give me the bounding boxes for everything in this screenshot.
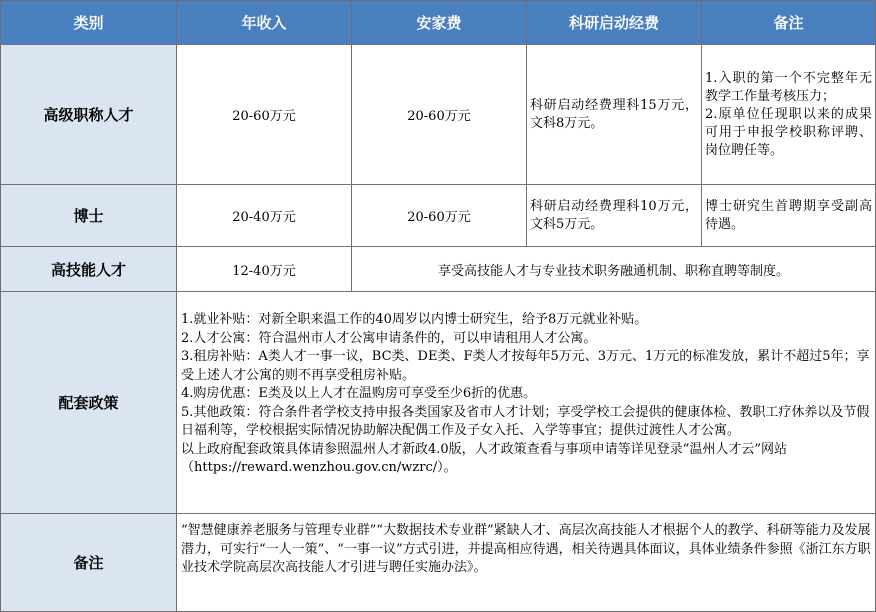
policy-item: 2.人才公寓：符合温州市人才公寓申请条件的，可以申请租用人才公寓。 <box>181 330 597 346</box>
row-notes <box>702 45 876 185</box>
row-notes <box>702 185 876 247</box>
row-category: 高级职称人才 <box>0 45 177 185</box>
row-research <box>527 45 702 185</box>
remark-label: 备注 <box>0 514 177 612</box>
row-category: 博士 <box>0 185 177 247</box>
policy-footnote: 以上政府配套政策具体请参照温州人才新政4.0版，人才政策查看与事项申请等详见登录“温州人才云”网站（https://reward.wenzhou.gov.cn/wzrc/）。 <box>181 441 787 475</box>
policy-item: 1.就业补贴：对新全职来温工作的40周岁以内博士研究生，给予8万元就业补贴。 <box>181 312 648 327</box>
note-item: 博士研究生首聘期享受副高待遇。 <box>705 198 872 232</box>
research-text: 科研启动经费理科15万元，文科8万元。 <box>530 97 698 131</box>
note-item: 2.原单位任现职以来的成果可用于申报学校职称评聘、岗位聘任等。 <box>705 106 872 158</box>
row-research <box>527 185 702 247</box>
header-notes: 备注 <box>702 0 876 45</box>
policy-item: 3.租房补贴：A类人才一事一议，BC类、DE类、F类人才按每年5万元、3万元、1万元的标准发放，累计不超过5年；享受上述人才公寓的则不再享受租房补贴。 <box>181 349 870 383</box>
policy-item: 4.购房优惠：E类及以上人才在温购房可享受至少6折的优惠。 <box>181 386 537 401</box>
row-category: 高技能人才 <box>0 247 177 292</box>
remark-text <box>177 514 876 612</box>
remark-paragraph: “智慧健康养老服务与管理专业群”“大数据技术专业群”紧缺人才、高层次高技能人才根据个人的教学、科研等能力及发展潜力，可实行“一人一策”、“一事一议”方式引进，并提高相应待遇，相关待遇具体面议，具体业绩条件参照《浙江东方职业技术学院高层次高技能人才引进与聘任实施办法》。 <box>181 523 871 575</box>
row-income: 20-60万元 <box>177 45 352 185</box>
note-item: 1.入职的第一个不完整年无教学工作量考核压力； <box>705 70 872 104</box>
policy-text <box>177 292 876 514</box>
policy-item: 5.其他政策：符合条件者学校支持申报各类国家及省市人才计划；享受学校工会提供的健康体检、教职工疗休养以及节假日福利等，学校根据实际情况协助解决配偶工作及子女入托、入学等事宜；提供过渡性人才公寓。 <box>181 404 870 438</box>
row-income: 12-40万元 <box>177 247 352 292</box>
row-income: 20-40万元 <box>177 185 352 247</box>
header-settle: 安家费 <box>352 0 527 45</box>
header-research: 科研启动经费 <box>527 0 702 45</box>
header-category: 类别 <box>0 0 177 45</box>
row-merged-policy: 享受高技能人才与专业技术职务融通机制、职称直聘等制度。 <box>352 247 876 292</box>
row-settle: 20-60万元 <box>352 185 527 247</box>
policy-label: 配套政策 <box>0 292 177 514</box>
research-text: 科研启动经费理科10万元，文科5万元。 <box>530 198 698 232</box>
header-income: 年收入 <box>177 0 352 45</box>
row-settle: 20-60万元 <box>352 45 527 185</box>
